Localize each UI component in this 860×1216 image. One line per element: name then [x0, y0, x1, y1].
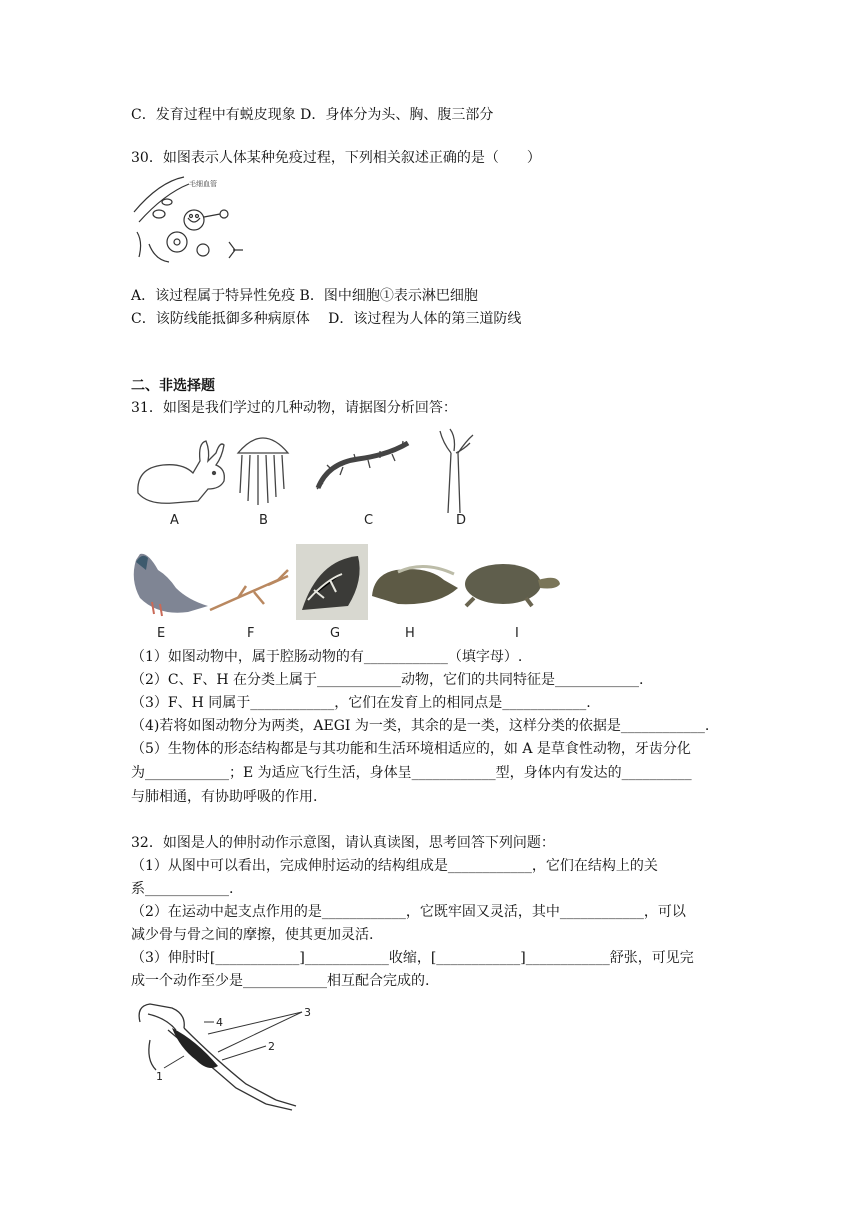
q32-part1-line1: （1）从图中可以看出，完成伸肘运动的结构组成是____________，它们在结构上的关	[131, 858, 658, 874]
q32-part2-line1: （2）在运动中起支点作用的是____________，它既牢固又灵活，其中____________，可以	[131, 904, 686, 920]
animals-figure-row2	[128, 540, 568, 640]
label-i: I	[515, 626, 519, 641]
label-a: A	[170, 513, 179, 528]
arm-label-3: 3	[304, 1006, 311, 1019]
hydra-drawing	[440, 429, 473, 513]
label-h: H	[405, 626, 415, 641]
q31-part1: （1）如图动物中，属于腔肠动物的有____________（填字母）.	[131, 649, 523, 665]
question-31: 31．如图是我们学过的几种动物，请据图分析回答：	[131, 400, 457, 416]
pigeon-photo	[134, 554, 208, 616]
elbow-extension-figure	[126, 1000, 326, 1115]
jellyfish-drawing	[238, 438, 288, 453]
label-d: D	[456, 513, 467, 528]
q31-part4: （4)若将如图动物分为两类，AEGI 为一类，其余的是一类，这样分类的依据是____________.	[131, 718, 710, 734]
section-heading: 二、非选择题	[131, 378, 215, 394]
q31-part3: （3）F、H 同属于____________，它们在发育上的相同点是____________.	[131, 695, 591, 711]
q32-part2-line2: 减少骨与骨之间的摩擦，使其更加灵活.	[131, 927, 374, 943]
animals-figure-row1	[128, 423, 568, 528]
arm-label-4: 4	[216, 1016, 223, 1029]
turtle-photo	[465, 564, 560, 606]
rabbit-drawing	[138, 441, 224, 503]
cicada-photo	[372, 566, 458, 604]
q32-part3-line2: 成一个动作至少是____________相互配合完成的.	[131, 973, 430, 989]
mantis-photo	[210, 570, 288, 610]
immune-fig-caption: 毛细血管	[189, 180, 217, 188]
question-32: 32．如图是人的伸肘动作示意图，请认真读图，思考回答下列问题：	[131, 835, 555, 851]
q31-part2: （2）C、F、H 在分类上属于____________动物，它们的共同特征是____________.	[131, 672, 644, 688]
label-c: C	[364, 513, 374, 528]
option-ab-q30: A．该过程属于特异性免疫 B．图中细胞①表示淋巴细胞	[131, 288, 478, 304]
arm-label-1: 1	[156, 1070, 163, 1083]
q32-part3-line1: （3）伸肘时[____________]____________收缩，[____________]____________舒张，可见完	[131, 950, 694, 966]
question-30: 30．如图表示人体某种免疫过程，下列相关叙述正确的是（ ）	[131, 150, 541, 166]
arm-label-2: 2	[268, 1040, 275, 1053]
centipede-drawing	[318, 443, 408, 488]
option-cd-q29: C．发育过程中有蜕皮现象 D．身体分为头、胸、腹三部分	[131, 107, 494, 123]
label-b: B	[259, 513, 268, 528]
label-e: E	[157, 626, 166, 641]
option-cd-q30: C．该防线能抵御多种病原体 D．该过程为人体的第三道防线	[131, 311, 522, 327]
q31-part5-line3: 与肺相通，有协助呼吸的作用.	[131, 789, 318, 805]
immune-process-figure	[129, 172, 257, 272]
q31-part5-line1: （5）生物体的形态结构都是与其功能和生活环境相适应的，如 A 是草食性动物，牙齿分化	[131, 741, 691, 757]
frog-photo	[296, 544, 368, 620]
label-g: G	[330, 626, 341, 641]
label-f: F	[247, 626, 255, 641]
q31-part5-line2: 为____________；E 为适应飞行生活，身体呈____________型，身体内有发达的__________	[131, 765, 692, 781]
q32-part1-line2: 系____________.	[131, 881, 234, 897]
